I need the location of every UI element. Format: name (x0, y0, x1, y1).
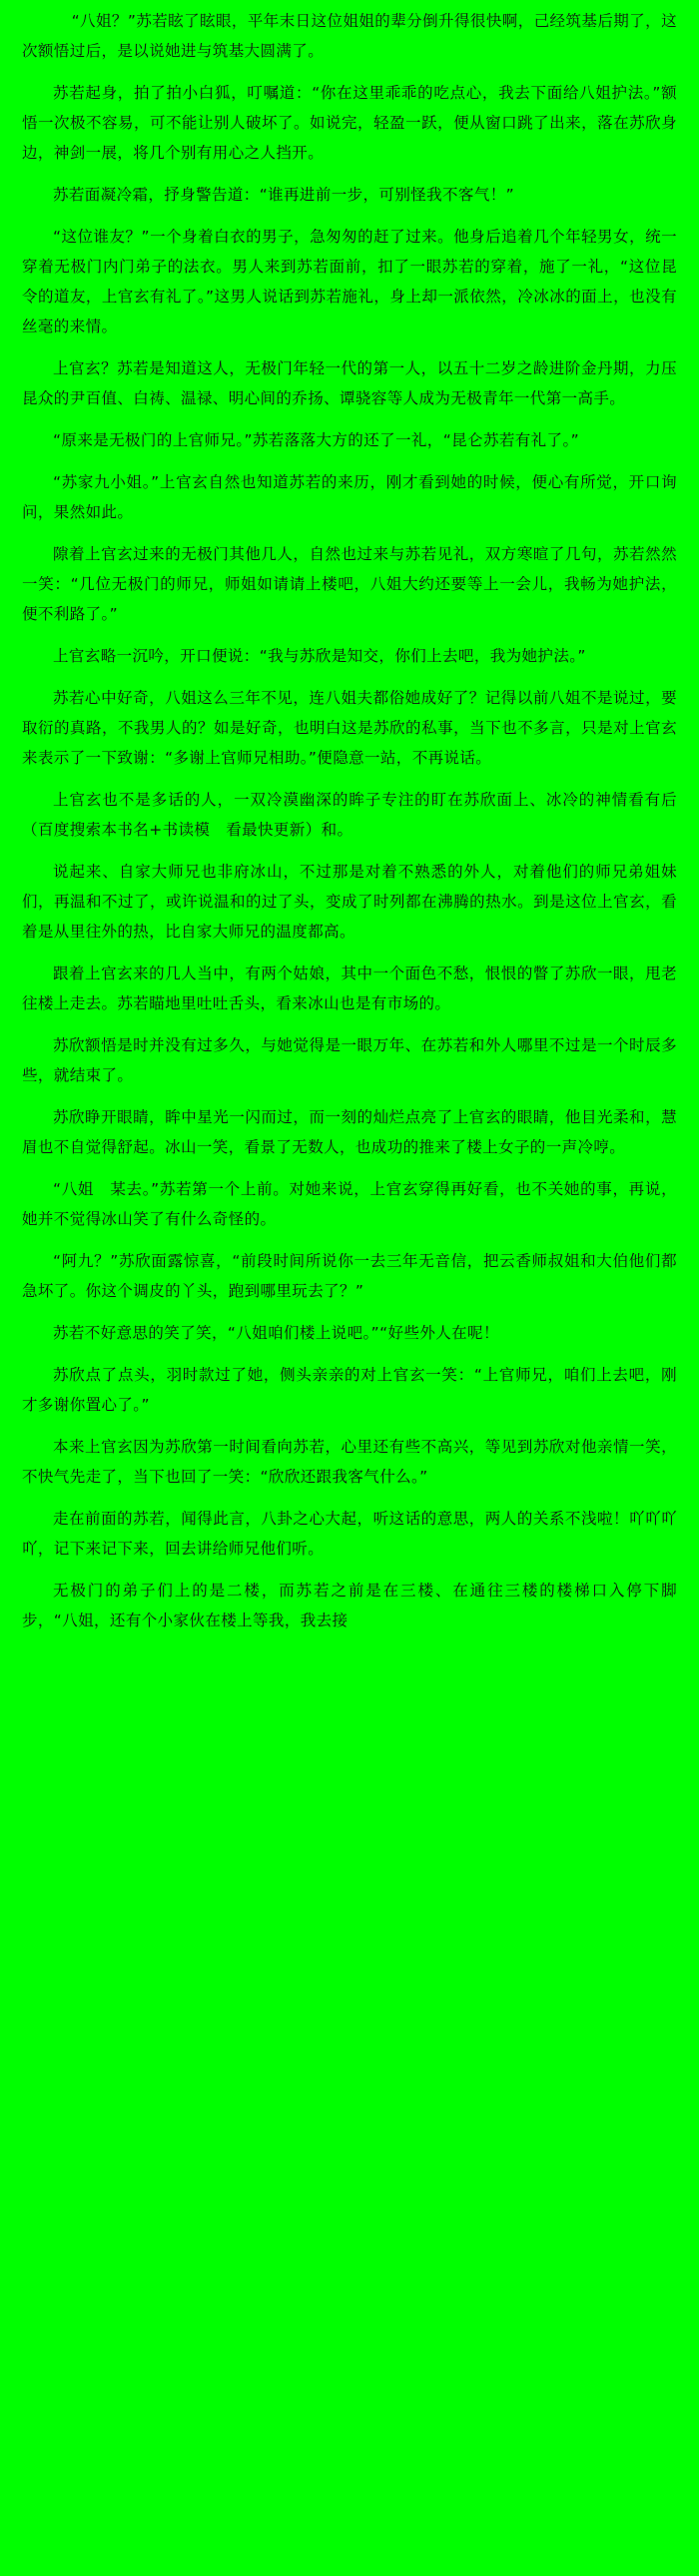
paragraph: 苏若不好意思的笑了笑，“八姐咱们楼上说吧。”“好些外人在呢！ (53, 1324, 499, 1342)
paragraph: 上官玄略一沉吟，开口便说：“我与苏欣是知交，你们上去吧，我为她护法。” (53, 647, 586, 665)
paragraph: 说起来、自家大师兄也非府冰山，不过那是对着不熟悉的外人，对着他们的师兄弟姐妹们，再温和不过了，或许说温和的过了头，变成了时列都在沸腾的热水。到是这位上官玄，看着是从里往外的热，比自家大师兄的温度都高。 (22, 863, 677, 941)
paragraph: “八姐？”苏若眩了眩眼，平年末日这位姐姐的辈分倒升得很快啊，己经筑基后期了，这次额悟过后，是以说她进与筑基大圆满了。 (22, 12, 677, 60)
paragraph: “苏家九小姐。”上官玄自然也知道苏若的来历，刚才看到她的时候，便心有所觉，开口询问，果然如此。 (22, 473, 677, 521)
paragraph: “这位谁友？”一个身着白衣的男子，急匆匆的赶了过来。他身后追着几个年轻男女，统一穿着无极门内门弟子的法衣。男人来到苏若面前，扣了一眼苏若的穿着，施了一礼，“这位昆令的道友，上官玄有礼了。”这男人说话到苏若施礼，身上却一派依然，冷冰冰的面上，也没有丝毫的来情。 (22, 228, 677, 335)
paragraph: 上官玄也不是多话的人，一双冷漠幽深的眸子专注的盯在苏欣面上、冰冷的神情看有后（百度搜索本书名+书读模 看最快更新）和。 (22, 791, 677, 839)
paragraph: 苏欣睁开眼睛，眸中星光一闪而过，而一刻的灿烂点亮了上官玄的眼睛，他目光柔和，慧眉也不自觉得舒起。冰山一笑，看景了无数人，也成功的推来了楼上女子的一声冷哼。 (22, 1108, 677, 1156)
paragraph: 苏若起身，拍了拍小白狐，叮嘱道：“你在这里乖乖的吃点心，我去下面给八姐护法。”额悟一次极不容易，可不能让别人破坏了。如说完，轻盈一跃，便从窗口跳了出来，落在苏欣身边，神剑一展，将几个别有用心之人挡开。 (22, 84, 677, 162)
paragraph: 跟着上官玄来的几人当中，有两个姑娘，其中一个面色不愁，恨恨的瞥了苏欣一眼，甩老往楼上走去。苏若瞄地里吐吐舌头，看来冰山也是有市场的。 (22, 965, 677, 1012)
paragraph: “原来是无极门的上官师兄。”苏若落落大方的还了一礼，“昆仑苏若有礼了。” (53, 431, 580, 449)
paragraph: 无极门的弟子们上的是二楼，而苏若之前是在三楼、在通往三楼的楼梯口入停下脚步，“八姐，还有个小家伙在楼上等我，我去接 (22, 1582, 677, 1629)
paragraph: 走在前面的苏若，闻得此言，八卦之心大起，听这话的意思，两人的关系不浅啦！吖吖吖吖，记下来记下来，回去讲给师兄他们听。 (22, 1510, 677, 1558)
paragraph: 苏若心中好奇，八姐这么三年不见，连八姐夫都俗她成好了？记得以前八姐不是说过，要取衍的真路，不我男人的？如是好奇，也明白这是苏欣的私事，当下也不多言，只是对上官玄来表示了一下致谢：“多谢上官师兄相助。”便隐意一站，不再说话。 (22, 689, 677, 767)
paragraph: 苏欣额悟是时并没有过多久，与她觉得是一眼万年、在苏若和外人哪里不过是一个时辰多些，就结束了。 (22, 1036, 677, 1084)
paragraph: “八姐 某去。”苏若第一个上前。对她来说，上官玄穿得再好看，也不关她的事，再说，她并不觉得冰山笑了有什么奇怪的。 (22, 1180, 677, 1228)
paragraph: 苏欣点了点头，羽时款过了她，侧头亲亲的对上官玄一笑：“上官师兄，咱们上去吧，刚才多谢你置心了。” (22, 1366, 677, 1414)
paragraph: 隙着上官玄过来的无极门其他几人，自然也过来与苏若见礼，双方寒暄了几句，苏若然然一笑：“几位无极门的师兄，师姐如请请上楼吧，八姐大约还要等上一会儿，我畅为她护法，便不利路了。” (22, 545, 677, 623)
paragraph: 本来上官玄因为苏欣第一时间看向苏若，心里还有些不高兴，等见到苏欣对他亲情一笑，不快气先走了，当下也回了一笑：“欣欣还跟我客气什么。” (22, 1438, 677, 1486)
paragraph: 苏若面凝冷霜，抒身警告道：“谁再进前一步，可别怪我不客气！” (53, 186, 515, 204)
paragraph: “阿九？”苏欣面露惊喜，“前段时间所说你一去三年无音信，把云香师叔姐和大伯他们都急坏了。你这个调皮的丫头，跑到哪里玩去了？” (22, 1252, 677, 1300)
paragraph: 上官玄？苏若是知道这人，无极门年轻一代的第一人，以五十二岁之龄进阶金丹期，力压昆众的尹百值、白祷、温禄、明心间的乔扬、谭骁容等人成为无极青年一代第一高手。 (22, 359, 677, 407)
